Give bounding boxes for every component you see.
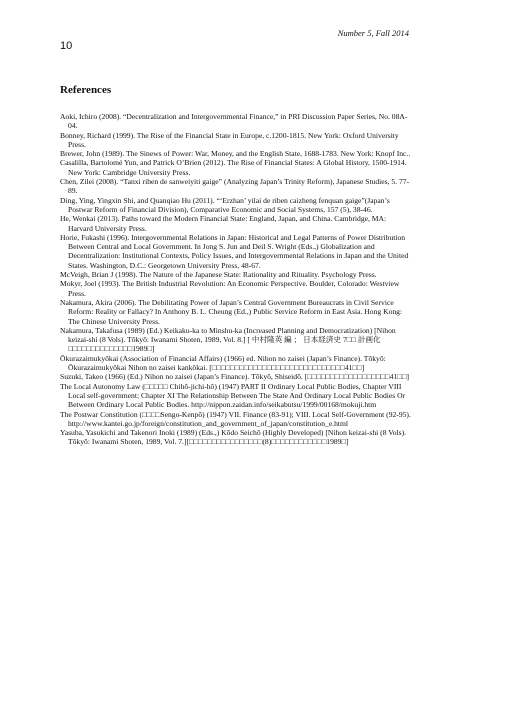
reference-list (60, 112, 412, 447)
reference-text: Mokyr, Joel (1993). The British Industrial Revolution: An Economic Perspective. Boulder, Colorado: Westview Press. (60, 279, 400, 298)
reference-entry (60, 196, 412, 215)
reference-text: Aoki, Ichiro (2008). “Decentralization and Intergovernmental Finance,” in PRI Discussion Paper Series, No. 08A-04. (60, 112, 408, 131)
reference-entry (60, 214, 412, 233)
reference-text: Suzuki, Takeo (1966) (Ed.) Nihon no zaisei (Japan’s Finance). Tōkyō, Shiseidō. [□□□□□□□□□□□□□□□□□□41□□] (60, 372, 410, 382)
reference-entry (60, 372, 412, 381)
reference-text: The Local Autonomy Law (□□□□□ Chihō-jichi-hō) (1947) PART II Ordinary Local Public Bodies, Chapter VIII Local self-government; Chapter XI The Relationship Between The State And Ordinary Local Public Bodies Or Between Ordinary Local Public Bodies. http://nippon.zaidan.info/seikabutsu/1999/00168/mokuji.htm (60, 381, 406, 410)
reference-entry (60, 354, 412, 373)
reference-entry (60, 131, 412, 150)
reference-text: Nakamura, Takafusa (1989) (Ed.) Keikaku-ka to Minshu-ka (Increased Planning and Democratization) [Nihon keizai-shi (8 Vols). Tōkyō: Iwanami Shoten, 1989, Vol. 8.] [ 中村隆英 編 ； 日本経済史 7□□ 計画化 □□□□□□□□□□□□□□1989□] (60, 325, 396, 354)
reference-text: Ding, Ying, Yingxin Shi, and Quanqiao Hu (2011). “‘Erzhan’ yilai de riben caizheng fenquan gaige”(Japan’s Postwar Reform of Financial Division), Comparative Economic and Social Systems, 157 (5), 38-46. (60, 195, 390, 214)
reference-text: Brewer, John (1989). The Sinews of Power: War, Money, and the English State, 1688-1783. New York: Knopf Inc.. (60, 149, 411, 159)
reference-entry (60, 382, 412, 410)
reference-text: McVeigh, Brian J (1998). The Nature of the Japanese State: Rationality and Rituality. Psychology Press. (60, 270, 377, 280)
page-number: 10 (60, 40, 73, 52)
reference-text: Chen, Zilei (2008). “Tanxi riben de sanweiyiti gaige” (Analyzing Japan’s Trinity Reform), Japanese Studies, 5. 77-89. (60, 177, 410, 196)
reference-entry (60, 233, 412, 270)
reference-text: The Postwar Constitution (□□□□Sengo-Kenpō) (1947) VII. Finance (83-91); VIII. Local Self-Government (92-95). http://www.kantei.go.jp/foreign/constitution_and_government_of_japan/constitution_e.html (60, 409, 411, 428)
reference-text: Horie, Fukashi (1996). Intergovernmental Relations in Japan: Historical and Legal Patterns of Power Distribution Between Central and Local Government. In Jong S. Jun and Deil S. Wright (Eds.,) Globalization and Decentralization: Institutional Contexts, Policy Issues, and Intergovernmental Relations in Japan and the United States. Washington, D.C.: Georgetown University Press, 48-67. (60, 232, 409, 270)
reference-text: Nakamura, Akira (2006). The Debilitating Power of Japan’s Central Government Bureaucrats in Civil Service Reform: Reality or Fallacy? In Anthony B. L. Cheung (Ed.,) Public Service Reform in East Asia. Hong Kong: The Chinese University Press. (60, 297, 403, 326)
running-header: Number 5, Fall 2014 (337, 28, 409, 38)
section-heading: References (60, 84, 112, 96)
reference-entry (60, 149, 412, 158)
reference-entry (60, 279, 412, 298)
reference-entry (60, 410, 412, 429)
reference-entry (60, 270, 412, 279)
reference-entry (60, 177, 412, 196)
reference-entry (60, 158, 412, 177)
reference-text: Ōkurazaimukyōkai (Association of Financial Affairs) (1966) ed. Nihon no zaisei (Japan’s Finance). Tōkyō: Ōkurazaimukyōkai Nihon no zaisei kankōkai. [□□□□□□□□□□□□□□□□□□□□□□□□□□□□□41□□] (60, 353, 386, 373)
reference-entry (60, 428, 412, 447)
reference-text: Casalilla, Bartolomé Yun, and Patrick O’Brien (2012). The Rise of Financial States: A Global History, 1500-1914. New York: Cambridge University Press. (60, 158, 407, 177)
reference-entry (60, 112, 412, 131)
reference-text: Bonney, Richard (1999). The Rise of the Financial State in Europe, c.1200-1815. New York: Oxford University Press. (60, 130, 399, 149)
reference-entry (60, 326, 412, 354)
reference-entry (60, 298, 412, 326)
reference-text: He, Wenkai (2013). Paths toward the Modern Financial State: England, Japan, and China. Cambridge, MA: Harvard University Press. (60, 214, 387, 233)
reference-text: Yasuba, Yasukichi and Takenori Inoki (1989) (Eds.,) Kōdo Seichō (Highly Developed) [Nihon keizai-shi (8 Vols). Tōkyō: Iwanami Shoten, 1989, Vol. 7.][□□□□□□□□□□□□□□□□(8)□□□□□□□□□□□□1989□] (60, 428, 407, 447)
